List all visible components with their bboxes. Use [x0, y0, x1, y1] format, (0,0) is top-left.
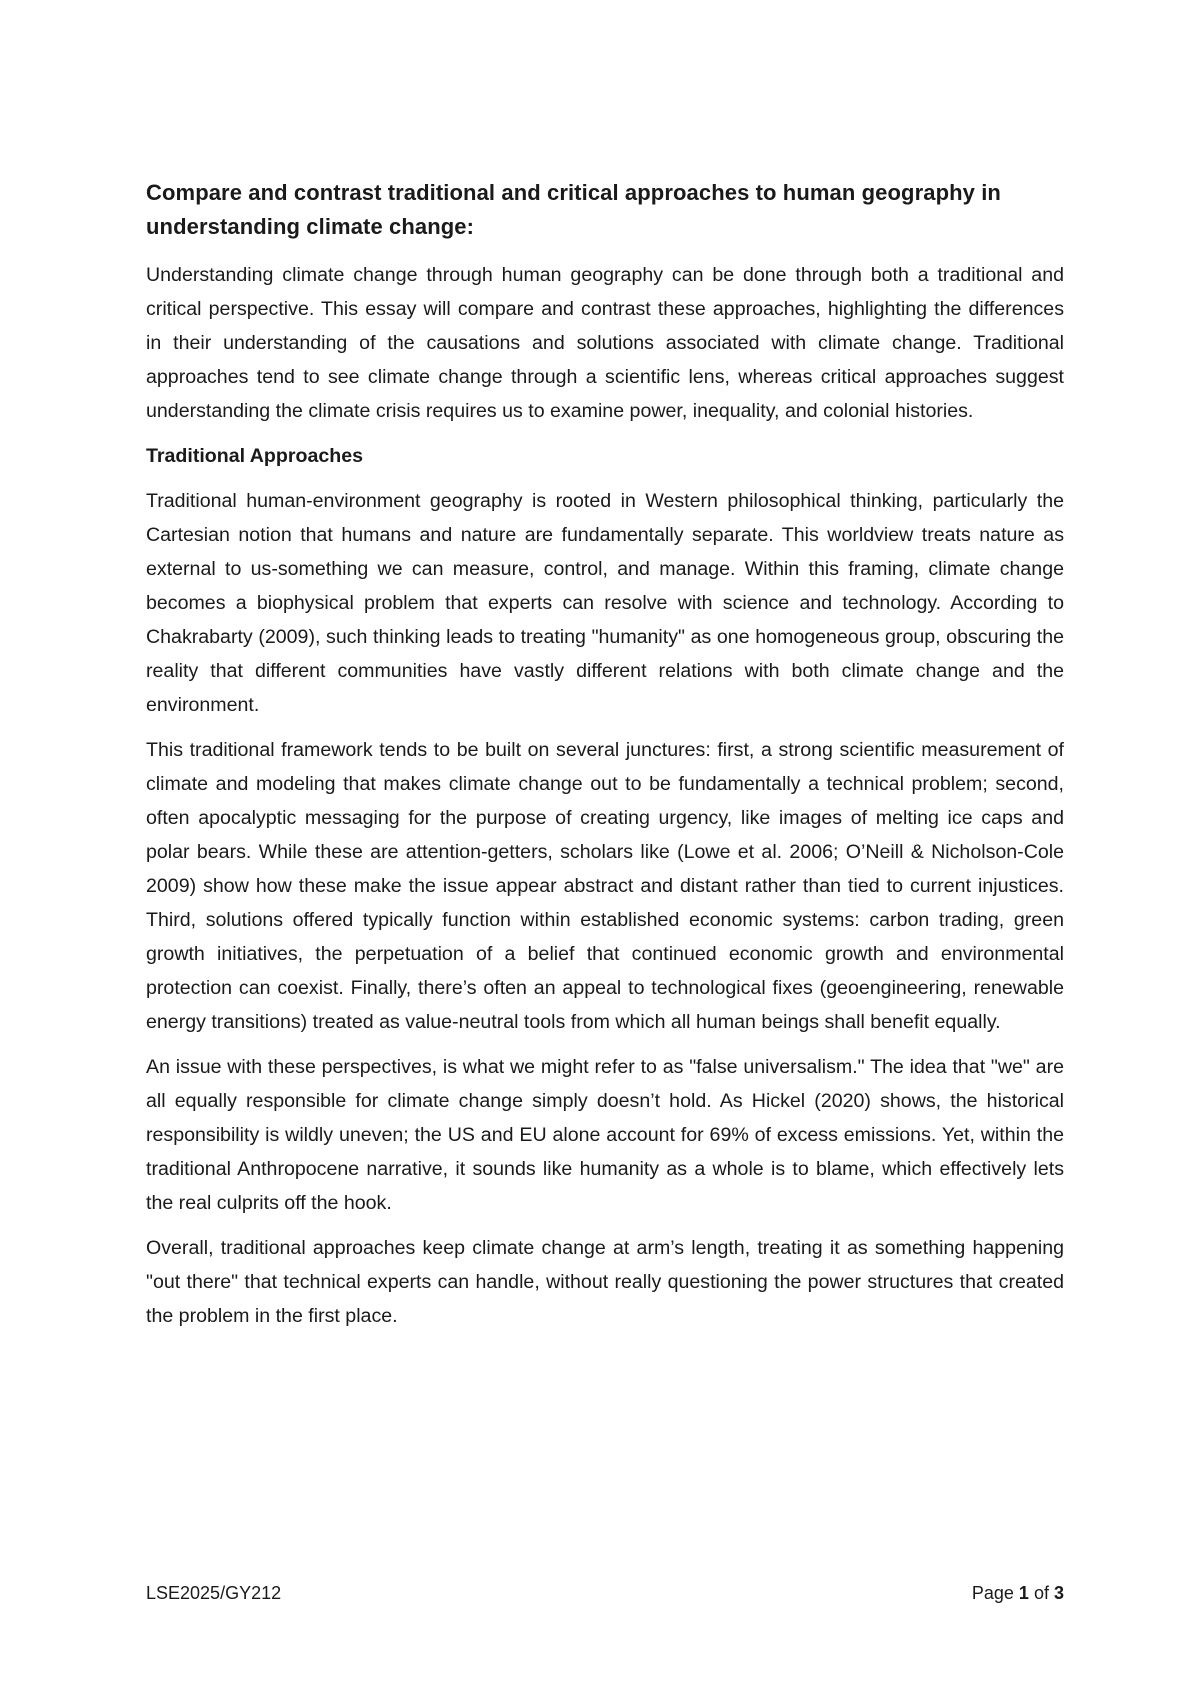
footer-of-word: of: [1033, 1583, 1049, 1603]
section-paragraph-1: Traditional human-environment geography is rooted in Western philosophical thinking, particularly the Cartesian notion that humans and nature are fundamentally separate. This worldview treats nature as external to us-something we can measure, control, and manage. Within this framing, climate change becomes a biophysical problem that experts can resolve with science and technology. According to Chakrabarty (2009), such thinking leads to treating "humanity" as one homogeneous group, obscuring the reality that different communities have vastly different relations with both climate change and the environment.: [146, 490, 1064, 716]
footer-page-word: Page: [971, 1583, 1014, 1603]
footer-course-code: LSE2025/GY212: [146, 1583, 282, 1603]
section-paragraph-2: This traditional framework tends to be built on several junctures: first, a strong scientific measurement of climate and modeling that makes climate change out to be fundamentally a technical problem; second, often apocalyptic messaging for the purpose of creating urgency, like images of melting ice caps and polar bears. While these are attention-getters, scholars like (Lowe et al. 2006; O’Neill & Nicholson-Cole 2009) show how these make the issue appear abstract and distant rather than tied to current injustices. Third, solutions offered typically function within established economic systems: carbon trading, green growth initiatives, the perpetuation of a belief that continued economic growth and environmental protection can coexist. Finally, there’s often an appeal to technological fixes (geoengineering, renewable energy transitions) treated as value-neutral tools from which all human beings shall benefit equally.: [146, 739, 1064, 1033]
section-heading: Traditional Approaches: [146, 445, 364, 467]
document-title: Compare and contrast traditional and critical approaches to human geography in understanding climate change:: [146, 180, 1001, 239]
footer-page-current: 1: [1018, 1583, 1029, 1603]
footer-page-total: 3: [1053, 1583, 1064, 1603]
footer-page-number: [972, 1583, 1064, 1604]
document-body: [146, 176, 1064, 1344]
section-paragraph-4: Overall, traditional approaches keep climate change at arm’s length, treating it as something happening "out there" that technical experts can handle, without really questioning the power structures that created the problem in the first place.: [146, 1237, 1064, 1327]
section-paragraph-3: An issue with these perspectives, is what we might refer to as "false universalism." The idea that "we" are all equally responsible for climate change simply doesn’t hold. As Hickel (2020) shows, the historical responsibility is wildly uneven; the US and EU alone account for 69% of excess emissions. Yet, within the traditional Anthropocene narrative, it sounds like humanity as a whole is to blame, which effectively lets the real culprits off the hook.: [146, 1056, 1064, 1214]
intro-paragraph: Understanding climate change through human geography can be done through both a traditional and critical perspective. This essay will compare and contrast these approaches, highlighting the differences in their understanding of the causations and solutions associated with climate change. Traditional approaches tend to see climate change through a scientific lens, whereas critical approaches suggest understanding the climate crisis requires us to examine power, inequality, and colonial histories.: [146, 264, 1064, 422]
